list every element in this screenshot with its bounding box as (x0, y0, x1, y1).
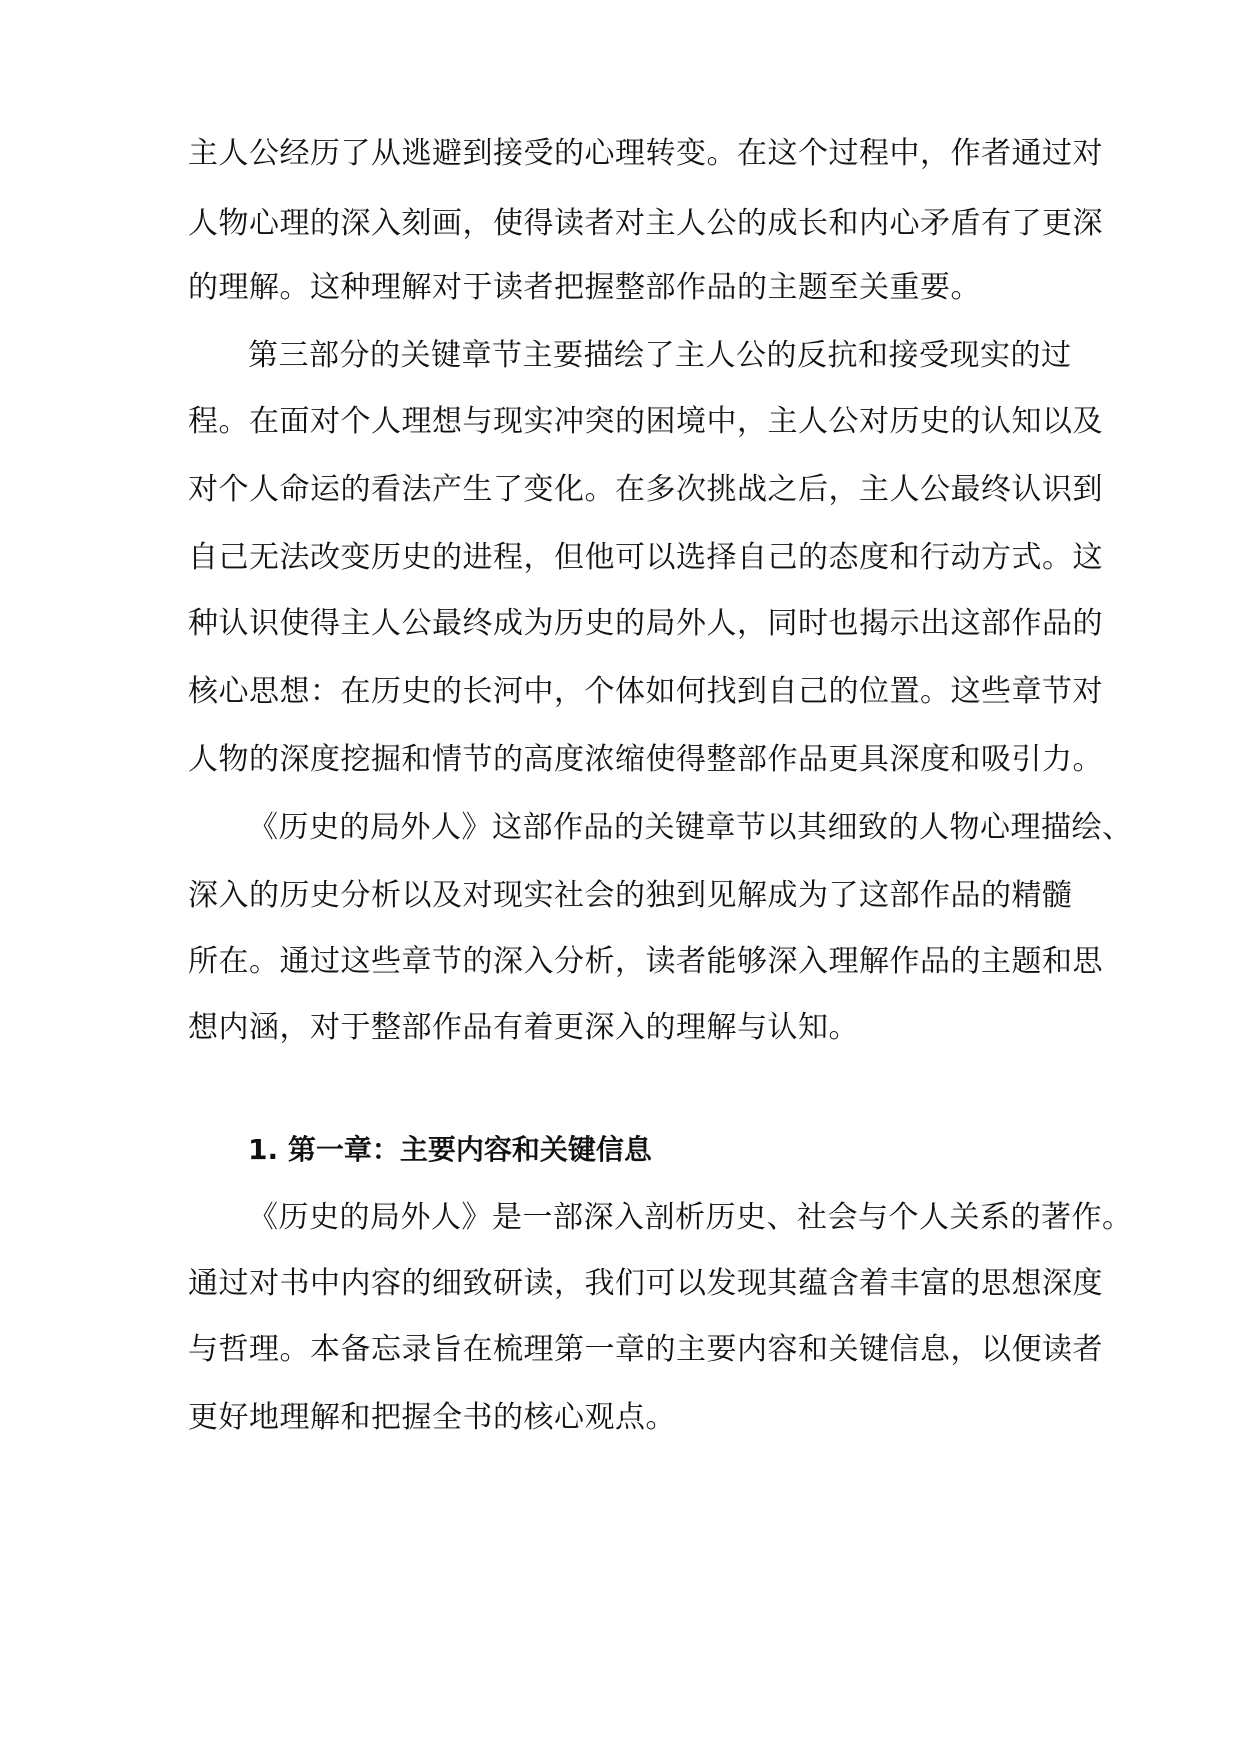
paragraph-2-line-6: 核心思想：在历史的长河中，个体如何找到自己的位置。这些章节对 (188, 674, 1103, 709)
paragraph-1-line-1: 主人公经历了从逃避到接受的心理转变。在这个过程中，作者通过对 (188, 136, 1103, 171)
intro-paragraph-line-3: 与哲理。本备忘录旨在梳理第一章的主要内容和关键信息，以便读者 (188, 1332, 1103, 1367)
paragraph-1-line-3: 的理解。这种理解对于读者把握整部作品的主题至关重要。 (188, 270, 981, 305)
section-heading: 1. 第一章：主要内容和关键信息 (248, 1133, 652, 1166)
intro-paragraph-line-1: 《历史的局外人》是一部深入剖析历史、社会与个人关系的著作。 (248, 1200, 1133, 1235)
paragraph-2-line-2: 程。在面对个人理想与现实冲突的困境中，主人公对历史的认知以及 (188, 404, 1103, 439)
paragraph-2-line-3: 对个人命运的看法产生了变化。在多次挑战之后，主人公最终认识到 (188, 472, 1103, 507)
paragraph-3-line-1: 《历史的局外人》这部作品的关键章节以其细致的人物心理描绘、 (248, 810, 1133, 845)
intro-paragraph-line-2: 通过对书中内容的细致研读，我们可以发现其蕴含着丰富的思想深度 (188, 1266, 1103, 1301)
paragraph-1-line-2: 人物心理的深入刻画，使得读者对主人公的成长和内心矛盾有了更深 (188, 206, 1103, 241)
intro-paragraph-line-4: 更好地理解和把握全书的核心观点。 (188, 1400, 676, 1435)
paragraph-2-line-4: 自己无法改变历史的进程，但他可以选择自己的态度和行动方式。这 (188, 540, 1103, 575)
paragraph-2-line-1: 第三部分的关键章节主要描绘了主人公的反抗和接受现实的过 (248, 338, 1072, 373)
paragraph-3-line-3: 所在。通过这些章节的深入分析，读者能够深入理解作品的主题和思 (188, 944, 1103, 979)
paragraph-3-line-4: 想内涵，对于整部作品有着更深入的理解与认知。 (188, 1010, 859, 1045)
paragraph-3-line-2: 深入的历史分析以及对现实社会的独到见解成为了这部作品的精髓 (188, 878, 1073, 913)
paragraph-2-line-7: 人物的深度挖掘和情节的高度浓缩使得整部作品更具深度和吸引力。 (188, 742, 1103, 777)
paragraph-2-line-5: 种认识使得主人公最终成为历史的局外人，同时也揭示出这部作品的 (188, 606, 1103, 641)
